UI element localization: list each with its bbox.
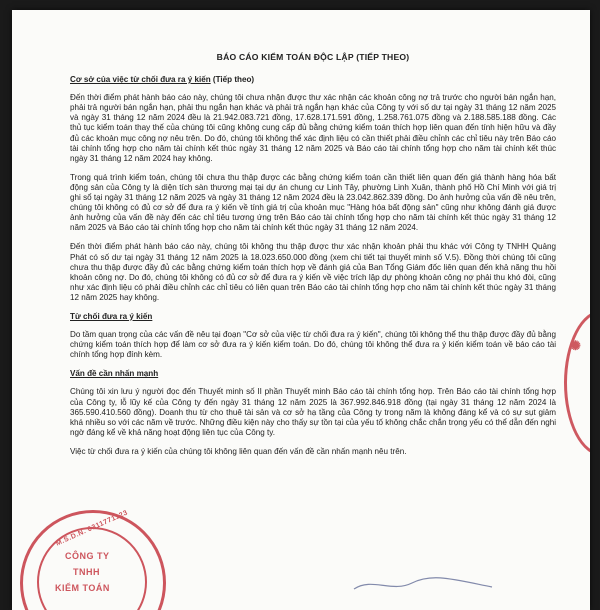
signature-mark (352, 575, 502, 595)
paragraph-emphasis-1: Chúng tôi xin lưu ý người đọc đến Thuyết minh số II phần Thuyết minh Báo cáo tài chính tổng hợp. Trên Báo cáo tài chính tổng hợp của Công ty, lỗ lũy kế của Công ty đến ngày 31 tháng 12 năm 2025 là 367.992.846.918 đồng (tại ngày 31 tháng 12 năm 2024 là 365.590.410.560 đồng). Doanh thu từ cho thuê tài sản và cơ sở hạ tầng của Công ty trong năm là không đáng kể và có sự sụt giảm khá nhiều so với các năm về trước. Những điều kiện này cho thấy sự tồn tại của yếu tố không chắc chắn trọng yếu có thể dẫn đến nghi ngờ đáng kể về khả năng hoạt động liên tục của Công ty. (70, 387, 556, 437)
section-heading-basis-text: Cơ sở của việc từ chối đưa ra ý kiến (70, 75, 211, 85)
section-heading-emphasis-text: Vấn đề cần nhấn mạnh (70, 369, 159, 379)
section-heading-emphasis (70, 369, 556, 379)
paragraph-basis-1: Đến thời điểm phát hành báo cáo này, chúng tôi chưa nhận được thư xác nhận các khoản công nợ trả trước cho người bán ngắn hạn, phải trả người bán ngắn hạn, phải thu ngắn hạn khác và phải trả ngắn hạn khác của Công ty với số dư tại ngày 31 tháng 12 năm 2025 và ngày 31 tháng 12 năm 2024 đều là 21.942.083.721 đồng, 17.628.171.591 đồng, 1.258.761.075 đồng và 2.188.585.188 đồng. Các thủ tục kiểm toán thay thế của chúng tôi cũng không cung cấp đủ bằng chứng kiểm toán thích hợp liên quan đến tính hiện hữu và đầy đủ các khoản mục công nợ nêu trên. Do đó, chúng tôi không thể xác định liệu có cần thiết phải điều chỉnh các chỉ tiêu này trên Báo cáo tài chính tổng hợp cho năm tài chính kết thúc ngày 31 tháng 12 năm 2025 và Báo cáo tài chính tổng hợp cho năm tài chính kết thúc ngày 31 tháng 12 năm 2024 hay không. (70, 93, 556, 163)
document-body (70, 52, 556, 466)
seal-registration-number: M.S.D.N. 0311771123 (54, 509, 130, 548)
section-heading-basis-suffix: (Tiếp theo) (210, 75, 255, 85)
company-seal (20, 510, 166, 610)
paragraph-disclaimer: Do tầm quan trọng của các vấn đề nêu tại đoạn "Cơ sở của việc từ chối đưa ra ý kiến", chúng tôi không thể thu thập được đầy đủ bằng chứng kiểm toán thích hợp để làm cơ sở đưa ra ý kiến kiểm toán. Do đó, chúng tôi không thể đưa ra ý kiến kiểm toán về báo cáo tài chính tổng hợp đính kèm. (70, 330, 556, 360)
report-title: BÁO CÁO KIỂM TOÁN ĐỘC LẬP (TIẾP THEO) (216, 52, 410, 62)
paragraph-emphasis-2: Việc từ chối đưa ra ý kiến của chúng tôi không liên quan đến vấn đề cần nhấn mạnh nêu trên. (70, 446, 407, 456)
seal-fragment-text: ✺ (569, 339, 584, 356)
seal-line-3: KIỂM TOÁN (55, 583, 110, 593)
section-heading-disclaimer (70, 312, 556, 322)
section-heading-disclaimer-text: Từ chối đưa ra ý kiến (70, 311, 153, 321)
seal-line-2: TNHH (73, 567, 100, 577)
seal-line-1: CÔNG TY (65, 551, 110, 561)
document-page (12, 10, 590, 610)
section-heading-basis (70, 75, 556, 85)
paragraph-basis-3: Đến thời điểm phát hành báo cáo này, chúng tôi không thu thập được thư xác nhận khoản phải thu khác với Công ty TNHH Quảng Phát có số dư tại ngày 31 tháng 12 năm 2025 là 18.023.650.000 đồng (xem chi tiết tại thuyết minh số V.5). Đồng thời chúng tôi cũng chưa thu thập được đầy đủ các bằng chứng kiểm toán thích hợp về đánh giá của Ban Tổng Giám đốc liên quan đến khả năng thu hồi khoản công nợ. Do đó, chúng tôi không có đủ cơ sở để đưa ra ý kiến về việc trích lập dự phòng khoản công nợ phải thu khó đòi, cũng như xác định liệu có phải điều chỉnh các chỉ tiêu có liên quan trên Báo cáo tài chính tổng hợp cho năm tài chính kết thúc ngày 31 tháng 12 năm 2025 hay không. (70, 242, 556, 302)
company-seal-partial (564, 310, 590, 456)
paragraph-basis-2: Trong quá trình kiểm toán, chúng tôi chưa thu thập được các bằng chứng kiểm toán cần thiết liên quan đến giá thành hàng hóa bất động sản của Công ty là diện tích sàn thương mại tại dự án chung cư Linh Tây, phường Linh Xuân, thành phố Hồ Chí Minh với giá trị ghi sổ tại ngày 31 tháng 12 năm 2025 và ngày 31 tháng 12 năm 2024 đều là 23.042.862.339 đồng. Do ảnh hưởng của vấn đề nêu trên, chúng tôi không có đủ cơ sở để đưa ra ý kiến về tính giá trị của khoản mục "Hàng hóa bất động sản" cũng như không đánh giá được ảnh hưởng của vấn đề này đến các chỉ tiêu tương ứng trên Báo cáo tài chính tổng hợp cho năm tài chính kết thúc ngày 31 tháng 12 năm 2025 và Báo cáo tài chính tổng hợp cho năm tài chính kết thúc ngày 31 tháng 12 năm 2024. (70, 172, 556, 233)
